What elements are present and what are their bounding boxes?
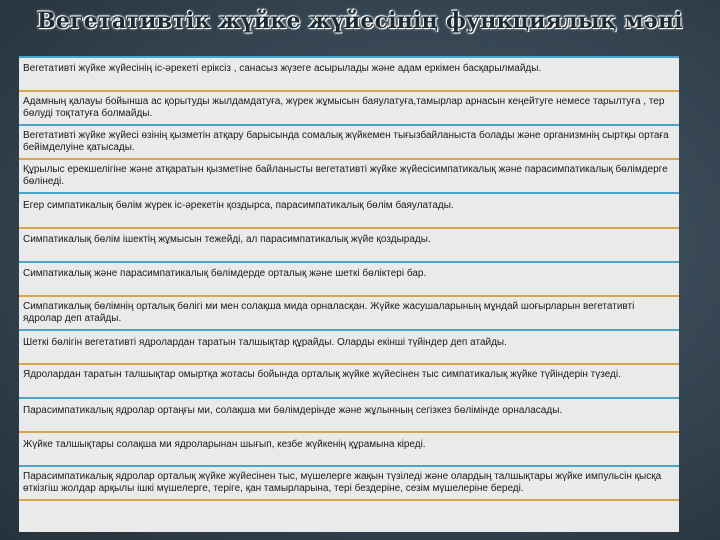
row-separator: [19, 56, 679, 58]
list-item: Вегетативті жүйке жүйесінің іс-әрекеті еріксіз , санасыз жүзеге асырылады және адам еркімен басқарылмайды.: [23, 63, 542, 74]
list-item: Ядролардан таратын талшықтар омыртқа жотасы бойында орталық жүйке жүйесінен тыс симпатикалық жүйке түйіндерін түзеді.: [23, 369, 621, 380]
row-separator: [19, 329, 679, 331]
row-separator: [19, 499, 679, 501]
row-separator: [19, 295, 679, 297]
row-separator: [19, 261, 679, 263]
list-item: Парасимпатикалық ядролар ортаңғы ми, солақша ми бөлімдерінде және жұлынның сегізкез бөлімінде орналасады.: [23, 405, 563, 416]
row-separator: [19, 192, 679, 194]
list-item: Симпатикалық бөлімнің орталық бөлігі ми мен солақша мида орналасқан. Жүйке жасушаларының мұндай шоғырларын вегетативті ядролар деп атайды.: [23, 301, 635, 324]
row-separator: [19, 431, 679, 433]
list-item: Симпатикалық және парасимпатикалық бөлімдерде орталық және шеткі бөліктері бар.: [23, 268, 427, 279]
list-item: Егер симпатикалық бөлім жүрек іс-әрекетін қоздырса, парасимпатикалық бөлім баяулатады.: [23, 200, 454, 211]
list-item: Симпатикалық бөлім ішектің жұмысын тежейді, ал парасимпатикалық жүйе қоздырады.: [23, 234, 431, 245]
row-separator: [19, 397, 679, 399]
list-item: Адамның қалауы бойынша ас қорытуды жылдамдатуға, жүрек жұмысын баяулатуға,тамырлар арнасын кеңейтуге немесе тарылтуға , тер бөлуді тоқтатуға болмайды.: [23, 96, 665, 119]
row-separator: [19, 90, 679, 92]
row-separator: [19, 363, 679, 365]
list-item: Вегетативті жүйке жүйесі өзінің қызметін атқару барысында сомалық жүйкемен тығызбайланыста болады және организмнің сыртқы ортаға бейімделуіне қатысады.: [23, 130, 669, 153]
list-item: Құрылыс ерекшелігіне және атқаратын қызметіне байланысты вегетативті жүйке жүйесісимпатикалық және парасимпатикалық бөлімдерге бөлінеді.: [23, 164, 668, 187]
list-item: Жүйке талшықтары солақша ми ядроларынан шығып, кезбе жүйкенің құрамына кіреді.: [23, 439, 426, 450]
row-separator: [19, 227, 679, 229]
page-title: Вегетативтік жүйке жүйесінің функциялық мәні: [37, 8, 683, 34]
row-separator: [19, 124, 679, 126]
list-item: Шеткі бөлігін вегетативті ядролардан таратын талшықтар құрайды. Оларды екінші түйіндер деп атайды.: [23, 337, 507, 348]
list-item: Парасимпатикалық ядролар орталық жүйке жүйесінен тыс, мүшелерге жақын түзіледі және олардың талшықтары жүйке импульсін қысқа өткізгіш жолдар арқылы ішкі мүшелерге, теріге, қан тамырларына, тері бездеріне, сезім мүшелеріне береді.: [23, 471, 662, 494]
row-separator: [19, 465, 679, 467]
row-separator: [19, 158, 679, 160]
content-panel: [19, 56, 679, 532]
